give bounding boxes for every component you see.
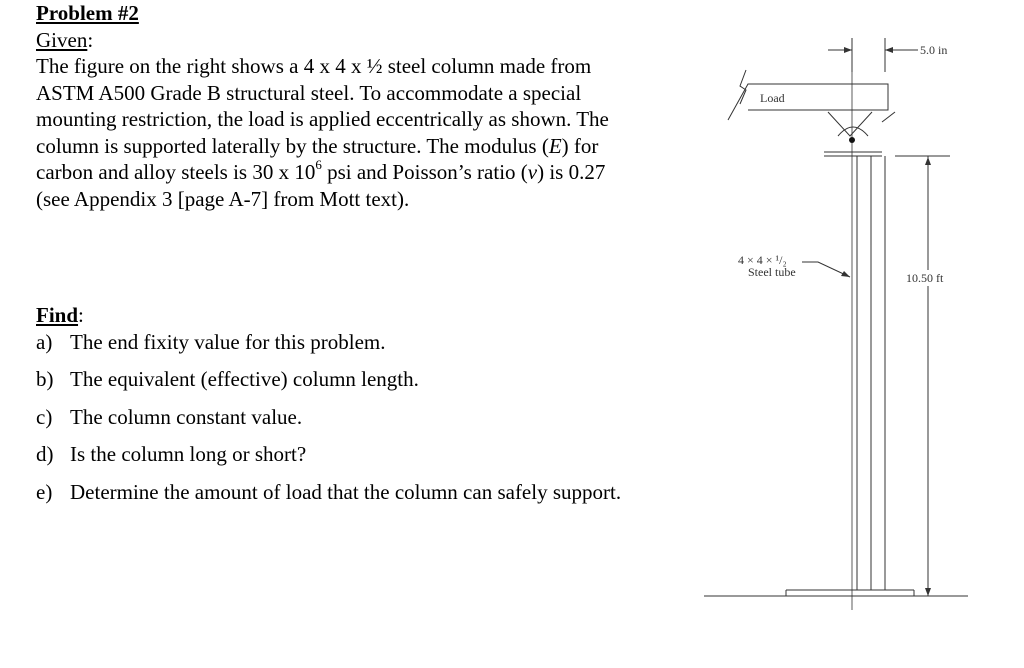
bracket-tick [882,112,895,122]
load-label: Load [760,91,785,105]
height-arrow-bottom [925,588,931,596]
eccentricity-label: 5.0 in [920,43,948,57]
find-list [36,329,696,517]
exponent: 6 [315,157,322,172]
length-label: 10.50 ft [906,271,944,285]
find-item-d: d) Is the column long or short? [36,442,307,466]
given-line-5: carbon and alloy steels is 30 x $10^6$ psi and Poisson’s ratio (ν) is 0.27 [36,157,606,184]
given-label: Given [36,27,88,52]
find-item-e: e) Determine the amount of load that the column can safely support. [36,479,622,504]
height-arrow-top [925,157,931,165]
find-heading: Find: [36,303,84,327]
given-heading: Given: [36,27,94,52]
load-bracket [728,84,888,120]
break-mark [740,70,746,104]
column-figure [700,30,1020,610]
find-item-b: b) The equivalent (effective) column length. [36,367,419,391]
given-line-6: (see Appendix 3 [page A-7] from Mott text). [36,186,410,211]
tube-label: Steel tube [748,265,796,279]
given-line-1: The figure on the right shows a 4 x 4 x ½ steel column made from [36,54,592,78]
find-label: Find [36,303,79,327]
given-line-4: column is supported laterally by the structure. The modulus (E) for [36,133,599,158]
problem-title: Problem #2 [36,1,139,25]
find-item-a: a) The end fixity value for this problem. [36,329,386,354]
problem-text [36,0,696,516]
tube-leader-arrow [841,271,850,277]
given-line-3: mounting restriction, the load is applied eccentrically as shown. The [36,107,609,131]
pin-support [828,112,872,136]
given-line-2: ASTM A500 Grade B structural steel. To accommodate a special [36,80,582,105]
ecc-dim-left-arrow [844,47,852,53]
pin-icon [849,137,855,143]
poisson-symbol: ν [527,160,538,184]
ecc-dim-right-arrow [885,47,893,53]
modulus-symbol: E [548,133,562,158]
column-diagram [700,30,1020,610]
find-item-c: c) The column constant value. [36,404,303,429]
tube-size-label: 4 × 4 × ¹/₂ [738,253,787,267]
